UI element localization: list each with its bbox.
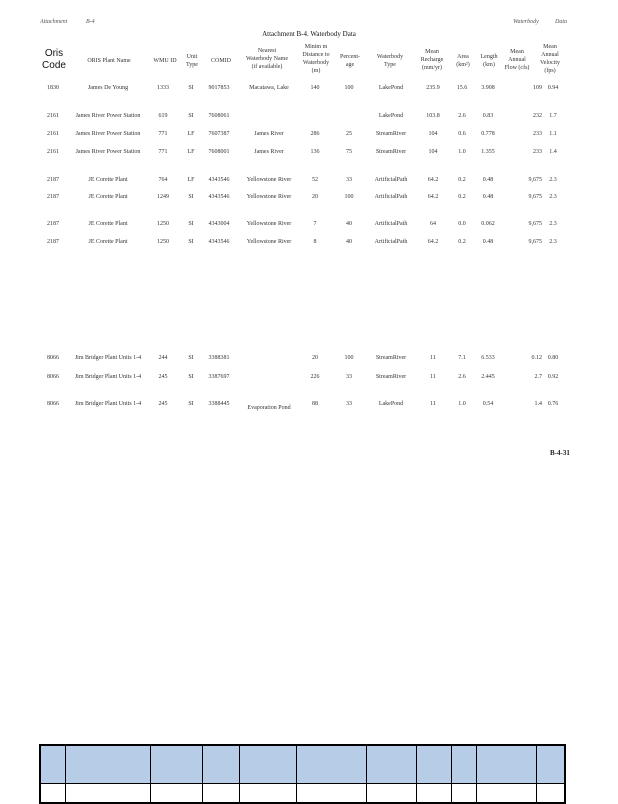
cell-type: StreamRiver <box>375 149 407 155</box>
cell-oris: 1830 <box>47 85 59 91</box>
col-header-flow-line3: Flow (cfs) <box>504 65 530 71</box>
cell-len: 0.062 <box>481 221 495 227</box>
cell-len: 2.445 <box>481 374 495 380</box>
cell-dist: 7 <box>313 221 317 227</box>
table-row <box>0 355 618 367</box>
cell-len: 6.533 <box>481 355 495 361</box>
cell-wmu: 771 <box>158 131 168 137</box>
cell-dist: 140 <box>310 85 320 91</box>
cell-len: 0.48 <box>482 177 494 183</box>
cell-len: 0.778 <box>481 131 495 137</box>
col-header-nearest-line3: (if available) <box>251 64 283 70</box>
table-row <box>0 85 618 97</box>
cell-pct: 100 <box>344 194 354 200</box>
cell-type: ArtificialPath <box>374 221 408 227</box>
cell-pct: 25 <box>346 131 352 137</box>
cell-wmu: 245 <box>158 374 168 380</box>
col-header-nearest <box>238 47 296 71</box>
cell-rech: 104 <box>428 131 438 137</box>
col-header-flow-line1: Mean <box>510 49 524 55</box>
col-header-recharge-line3: (mm/yr) <box>422 65 442 71</box>
cell-comid: 4343004 <box>208 221 230 227</box>
cell-rech: 64.2 <box>427 177 439 183</box>
cell-vel: 0.76 <box>547 401 559 407</box>
cell-comid: 7607387 <box>208 131 230 137</box>
cell-rech: 64.2 <box>427 194 439 200</box>
cell-comid: 9017853 <box>208 85 230 91</box>
cell-rech: 11 <box>430 355 436 361</box>
col-header-area-line1: Area <box>457 54 469 60</box>
col-header-wbtype-line1: Waterbody <box>376 54 404 60</box>
cell-wmu: 244 <box>158 355 168 361</box>
cell-pct: 100 <box>344 355 354 361</box>
cell-name: Yellowstone River <box>246 221 292 227</box>
cell-comid: 7608001 <box>208 149 230 155</box>
cell-name: Yellowstone River <box>246 194 292 200</box>
cell-unit: SI <box>188 401 194 407</box>
cell-pct: 40 <box>346 239 352 245</box>
table-row <box>0 401 618 413</box>
header-waterbody-label: Waterbody <box>513 19 539 25</box>
cell-dist: 20 <box>312 194 318 200</box>
col-header-nearest-line1: Nearest <box>257 48 277 54</box>
cell-type: StreamRiver <box>375 131 407 137</box>
cell-vel: 1.7 <box>549 113 557 119</box>
col-header-oris-line2: Code <box>42 60 66 71</box>
cell-name: Yellowstone River <box>246 239 292 245</box>
column-separator <box>451 746 452 802</box>
col-header-area <box>450 53 476 69</box>
cell-plant: James De Young <box>87 85 129 91</box>
cell-type: ArtificialPath <box>374 194 408 200</box>
col-header-distance-line2: Distance to <box>302 52 330 58</box>
cell-oris: 8066 <box>47 355 59 361</box>
cell-oris: 2187 <box>47 221 59 227</box>
cell-oris: 2161 <box>47 113 59 119</box>
cell-area: 7.1 <box>458 355 466 361</box>
cell-len: 0.48 <box>482 239 494 245</box>
cell-dist: 20 <box>312 355 318 361</box>
col-header-unit-line2: Type <box>186 62 198 68</box>
cell-unit: SI <box>188 374 194 380</box>
table-row <box>0 149 618 161</box>
cell-type: ArtificialPath <box>374 177 408 183</box>
col-header-oris <box>38 48 70 72</box>
cell-flow: 109 <box>533 85 542 91</box>
column-separator <box>202 746 203 802</box>
cell-plant: James River Power Station <box>75 149 141 155</box>
column-separator <box>296 746 297 802</box>
column-separator <box>476 746 477 802</box>
column-separator <box>366 746 367 802</box>
cell-dist: 52 <box>312 177 318 183</box>
cell-flow: 9,675 <box>528 194 542 200</box>
column-separator <box>65 746 66 802</box>
col-header-recharge-line2: Recharge <box>420 57 444 63</box>
cell-rech: 64.2 <box>427 239 439 245</box>
cell-area: 1.0 <box>458 401 466 407</box>
cell-vel: 0.94 <box>547 85 559 91</box>
cell-pct: 33 <box>346 374 352 380</box>
cell-oris: 8066 <box>47 401 59 407</box>
col-header-length <box>476 53 502 69</box>
cell-pct: 33 <box>346 401 352 407</box>
cell-area: 0.0 <box>458 221 466 227</box>
cell-rech: 11 <box>430 401 436 407</box>
cell-type: LakePond <box>378 113 404 119</box>
cell-area: 0.6 <box>458 131 466 137</box>
cell-name: Macatawa, Lake <box>249 85 289 91</box>
cell-wmu: 764 <box>158 177 168 183</box>
col-header-recharge <box>416 48 448 72</box>
col-header-flow <box>500 48 534 72</box>
cell-flow: 9,675 <box>528 239 542 245</box>
cell-vel: 0.92 <box>547 374 559 380</box>
cell-area: 15.6 <box>456 85 468 91</box>
cell-area: 2.6 <box>458 113 466 119</box>
cell-plant: JE Corette Plant <box>88 221 128 227</box>
cell-dist: 226 <box>310 374 320 380</box>
cell-oris: 2187 <box>47 194 59 200</box>
cell-vel: 1.4 <box>549 149 557 155</box>
cell-oris: 2161 <box>47 131 59 137</box>
col-header-wbtype <box>364 53 416 69</box>
cell-vel: 2.3 <box>549 194 557 200</box>
cell-vel: 2.3 <box>549 177 557 183</box>
cell-pct: 40 <box>346 221 352 227</box>
cell-len: 0.48 <box>482 194 494 200</box>
col-header-flow-line2: Annual <box>508 57 526 63</box>
col-header-oris-line1: Oris <box>44 48 64 59</box>
cell-pct: 100 <box>344 85 354 91</box>
table-row <box>0 239 618 251</box>
next-table-header-row <box>41 746 564 784</box>
cell-wmu: 245 <box>158 401 168 407</box>
col-header-percent-line2: age <box>345 62 355 68</box>
cell-len: 3.908 <box>481 85 495 91</box>
col-header-wbtype-line2: Type <box>384 62 396 68</box>
cell-plant: Jim Bridger Plant Units 1-4 <box>74 401 142 407</box>
col-header-distance <box>296 43 336 75</box>
header-section-label: B-4 <box>86 19 95 25</box>
cell-comid: 4343546 <box>208 177 230 183</box>
cell-comid: 7608061 <box>208 113 230 119</box>
cell-name: Evaporation Pond <box>247 405 291 411</box>
page-title: Attachment B-4. Waterbody Data <box>262 30 356 38</box>
cell-flow: 233 <box>533 131 542 137</box>
cell-flow: 232 <box>533 113 542 119</box>
cell-dist: 136 <box>310 149 320 155</box>
cell-unit: LF <box>187 177 195 183</box>
cell-len: 1.355 <box>481 149 495 155</box>
col-header-plant: ORIS Plant Name <box>87 58 131 64</box>
table-row <box>0 177 618 189</box>
col-header-velocity-line1: Mean <box>543 44 557 50</box>
cell-type: LakePond <box>378 401 404 407</box>
cell-name: Yellowstone River <box>246 177 292 183</box>
cell-unit: SI <box>188 194 194 200</box>
cell-comid: 4343546 <box>208 239 230 245</box>
cell-comid: 3388445 <box>208 401 230 407</box>
cell-comid: 3388381 <box>208 355 230 361</box>
cell-unit: SI <box>188 113 194 119</box>
col-header-velocity-line3: Velocity <box>540 60 560 66</box>
cell-wmu: 1333 <box>157 85 169 91</box>
col-header-length-line2: (km) <box>483 62 495 68</box>
cell-rech: 103.8 <box>426 113 440 119</box>
table-row <box>0 131 618 143</box>
table-row <box>0 221 618 233</box>
cell-unit: SI <box>188 85 194 91</box>
cell-flow: 9,675 <box>528 221 542 227</box>
col-header-wmu: WMU ID <box>153 58 177 64</box>
col-header-distance-line4: (m) <box>311 68 321 74</box>
cell-type: StreamRiver <box>375 355 407 361</box>
cell-flow: 0.12 <box>531 355 542 361</box>
cell-plant: James River Power Station <box>75 131 141 137</box>
cell-flow: 2.7 <box>534 374 542 380</box>
col-header-area-line2: (km²) <box>456 62 470 68</box>
cell-oris: 8066 <box>47 374 59 380</box>
table-row <box>0 374 618 386</box>
cell-name: James River <box>254 149 284 155</box>
page-number: B-4-31 <box>550 449 570 457</box>
cell-pct: 75 <box>346 149 352 155</box>
header-attachment-label: Attachment <box>40 19 68 25</box>
cell-area: 1.0 <box>458 149 466 155</box>
col-header-velocity <box>534 43 566 75</box>
cell-oris: 2161 <box>47 149 59 155</box>
cell-wmu: 771 <box>158 149 168 155</box>
cell-unit: SI <box>188 239 194 245</box>
cell-area: 0.2 <box>458 177 466 183</box>
cell-wmu: 1250 <box>157 221 169 227</box>
cell-rech: 11 <box>430 374 436 380</box>
col-header-recharge-line1: Mean <box>425 49 439 55</box>
next-table-fragment <box>39 744 566 804</box>
table-row <box>0 113 618 125</box>
cell-plant: JE Corette Plant <box>88 177 128 183</box>
cell-len: 0.83 <box>482 113 494 119</box>
cell-pct: 33 <box>346 177 352 183</box>
cell-rech: 104 <box>428 149 438 155</box>
cell-flow: 9,675 <box>528 177 542 183</box>
table-row <box>0 194 618 206</box>
cell-flow: 1.4 <box>534 401 542 407</box>
cell-vel: 2.3 <box>549 239 557 245</box>
cell-plant: JE Corette Plant <box>88 239 128 245</box>
cell-wmu: 619 <box>158 113 168 119</box>
cell-unit: SI <box>188 355 194 361</box>
cell-dist: 88 <box>312 401 318 407</box>
cell-type: StreamRiver <box>375 374 407 380</box>
col-header-unit <box>182 53 202 69</box>
cell-plant: Jim Bridger Plant Units 1-4 <box>74 355 142 361</box>
cell-len: 0.54 <box>482 401 494 407</box>
cell-dist: 286 <box>310 131 320 137</box>
col-header-velocity-line2: Annual <box>541 52 559 58</box>
cell-oris: 2187 <box>47 177 59 183</box>
cell-plant: Jim Bridger Plant Units 1-4 <box>74 374 142 380</box>
cell-vel: 2.3 <box>549 221 557 227</box>
col-header-distance-line3: Waterbody <box>302 60 330 66</box>
col-header-unit-line1: Unit <box>186 54 198 60</box>
cell-wmu: 1250 <box>157 239 169 245</box>
col-header-nearest-line2: Waterbody Name <box>246 56 288 62</box>
col-header-comid: COMID <box>210 58 231 64</box>
cell-dist: 8 <box>313 239 317 245</box>
cell-area: 0.2 <box>458 239 466 245</box>
cell-plant: JE Corette Plant <box>88 194 128 200</box>
cell-wmu: 1249 <box>157 194 169 200</box>
cell-name: James River <box>254 131 284 137</box>
col-header-percent-line1: Percent- <box>340 54 360 60</box>
column-separator <box>536 746 537 802</box>
column-separator <box>239 746 240 802</box>
cell-area: 2.6 <box>458 374 466 380</box>
cell-comid: 4343546 <box>208 194 230 200</box>
column-separator <box>150 746 151 802</box>
cell-rech: 64 <box>430 221 436 227</box>
cell-unit: LF <box>187 131 195 137</box>
cell-oris: 2187 <box>47 239 59 245</box>
cell-vel: 0.80 <box>547 355 559 361</box>
col-header-velocity-line4: (fps) <box>544 68 556 74</box>
cell-unit: LF <box>187 149 195 155</box>
cell-flow: 233 <box>533 149 542 155</box>
cell-unit: SI <box>188 221 194 227</box>
col-header-distance-line1: Minim m <box>304 44 328 50</box>
col-header-length-line1: Length <box>480 54 498 60</box>
cell-rech: 235.9 <box>426 85 440 91</box>
cell-area: 0.2 <box>458 194 466 200</box>
cell-plant: James River Power Station <box>75 113 141 119</box>
cell-vel: 1.1 <box>549 131 557 137</box>
cell-type: LakePond <box>378 85 404 91</box>
header-data-label: Data <box>555 19 567 25</box>
column-separator <box>416 746 417 802</box>
cell-type: ArtificialPath <box>374 239 408 245</box>
col-header-percent <box>336 53 364 69</box>
cell-comid: 3387697 <box>208 374 230 380</box>
